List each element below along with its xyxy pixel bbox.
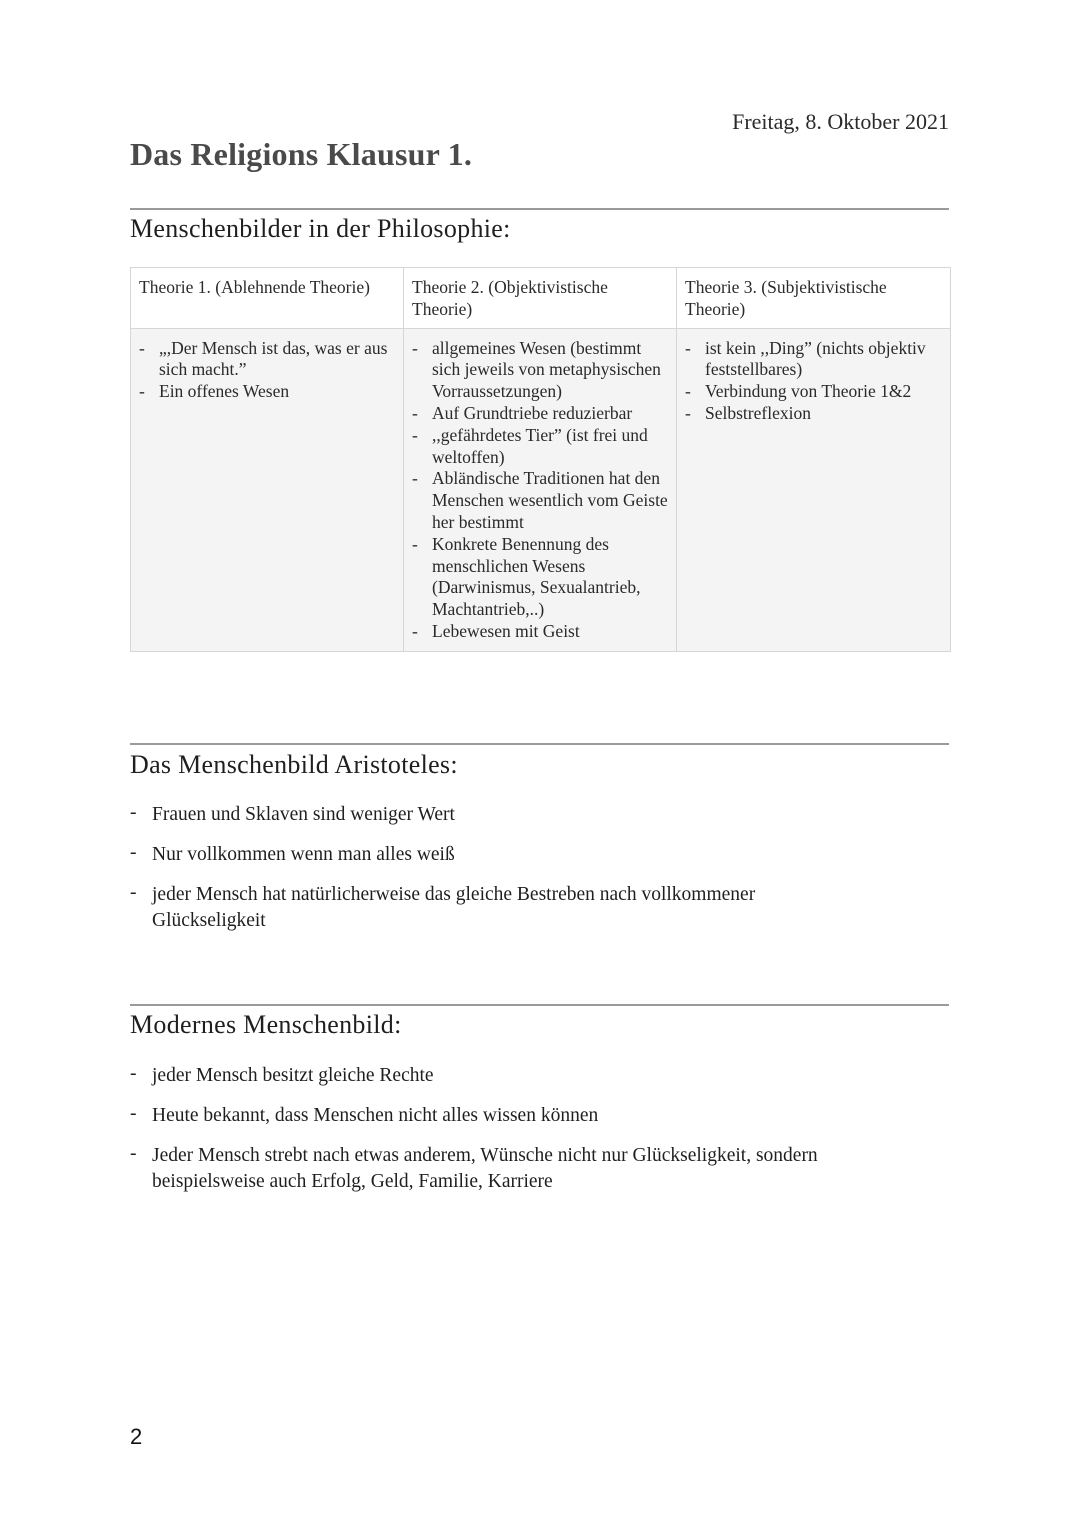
section-heading-modern: Modernes Menschenbild: — [130, 1010, 402, 1039]
dash-bullet-icon: - — [130, 1143, 137, 1164]
page-title: Das Religions Klausur 1. — [130, 136, 473, 172]
dash-bullet-icon: - — [412, 468, 418, 489]
dash-bullet-icon: - — [130, 882, 137, 903]
list-item — [130, 1143, 950, 1195]
list-item-text: Heute bekannt, dass Menschen nicht alles wissen können — [152, 1105, 599, 1126]
list-item-text: ,,gefährdetes Tier” (ist frei und weltoffen) — [432, 424, 648, 467]
dash-bullet-icon: - — [412, 620, 418, 641]
table-header-row — [131, 268, 951, 329]
list-item-text: Ein offenes Wesen — [159, 381, 290, 402]
table-cell-theory-2 — [404, 328, 677, 651]
theory-2-list — [412, 338, 668, 643]
dash-bullet-icon: - — [130, 802, 137, 823]
dash-bullet-icon: - — [130, 1063, 137, 1084]
list-item — [685, 338, 942, 382]
list-item — [130, 882, 950, 934]
page-number: 2 — [130, 1424, 143, 1449]
list-item — [130, 842, 950, 868]
list-item-text: jeder Mensch hat natürlicherweise das gleiche Bestreben nach vollkommener Glückseligkeit — [152, 884, 756, 931]
list-item-text: Selbstreflexion — [705, 402, 811, 423]
list-item — [412, 621, 668, 643]
theory-1-list — [139, 338, 395, 403]
modern-list — [130, 1063, 950, 1209]
list-item-text: „,Der Mensch ist das, was er aus sich macht.” — [159, 337, 388, 380]
dash-bullet-icon: - — [139, 381, 145, 402]
section-divider — [130, 208, 949, 210]
list-item — [130, 1063, 950, 1089]
section-heading-philosophy: Menschenbilder in der Philosophie: — [130, 214, 511, 243]
dash-bullet-icon: - — [412, 424, 418, 445]
section-heading-aristoteles: Das Menschenbild Aristoteles: — [130, 750, 458, 779]
table-header-theory-3: Theorie 3. (Subjektivistische Theorie) — [677, 268, 951, 329]
table-header-theory-1: Theorie 1. (Ablehnende Theorie) — [131, 268, 404, 329]
dash-bullet-icon: - — [130, 842, 137, 863]
dash-bullet-icon: - — [412, 402, 418, 423]
list-item-text: Frauen und Sklaven sind weniger Wert — [152, 804, 455, 825]
list-item — [412, 468, 668, 533]
dash-bullet-icon: - — [139, 337, 145, 358]
section-divider — [130, 1004, 949, 1006]
list-item — [130, 1103, 950, 1129]
table-cell-theory-3 — [677, 328, 951, 651]
list-item — [412, 534, 668, 621]
theory-3-list — [685, 338, 942, 425]
dash-bullet-icon: - — [685, 381, 691, 402]
dash-bullet-icon: - — [685, 402, 691, 423]
list-item-text: Jeder Mensch strebt nach etwas anderem, Wünsche nicht nur Glückseligkeit, sondern beispielsweise auch Erfolg, Geld, Familie, Karriere — [152, 1145, 818, 1192]
list-item-text: Verbindung von Theorie 1&2 — [705, 381, 912, 402]
list-item-text: allgemeines Wesen (bestimmt sich jeweils von metaphysischen Vorraussetzungen) — [432, 337, 661, 402]
list-item-text: Abländische Traditionen hat den Menschen wesentlich vom Geiste her bestimmt — [432, 468, 668, 532]
dash-bullet-icon: - — [685, 337, 691, 358]
table-cell-theory-1 — [131, 328, 404, 651]
table-row — [131, 328, 951, 651]
list-item — [412, 338, 668, 403]
dash-bullet-icon: - — [130, 1103, 137, 1124]
page-date: Freitag, 8. Oktober 2021 — [732, 109, 949, 134]
aristoteles-list — [130, 802, 950, 948]
dash-bullet-icon: - — [412, 533, 418, 554]
list-item-text: jeder Mensch besitzt gleiche Rechte — [152, 1065, 434, 1086]
dash-bullet-icon: - — [412, 337, 418, 358]
list-item — [685, 381, 942, 403]
table-header-theory-2: Theorie 2. (Objektivistische Theorie) — [404, 268, 677, 329]
section-divider — [130, 743, 949, 745]
list-item-text: Auf Grundtriebe reduzierbar — [432, 402, 633, 423]
list-item — [130, 802, 950, 828]
list-item — [412, 425, 668, 469]
list-item-text: ist kein ,,Ding” (nichts objektiv feststellbares) — [705, 337, 926, 380]
list-item — [139, 381, 395, 403]
list-item-text: Nur vollkommen wenn man alles weiß — [152, 844, 455, 865]
list-item — [685, 403, 942, 425]
list-item-text: Konkrete Benennung des menschlichen Wesens (Darwinismus, Sexualantrieb, Machtantrieb,..) — [432, 533, 641, 620]
list-item-text: Lebewesen mit Geist — [432, 620, 580, 641]
theories-table — [130, 267, 951, 652]
list-item — [412, 403, 668, 425]
list-item — [139, 338, 395, 382]
